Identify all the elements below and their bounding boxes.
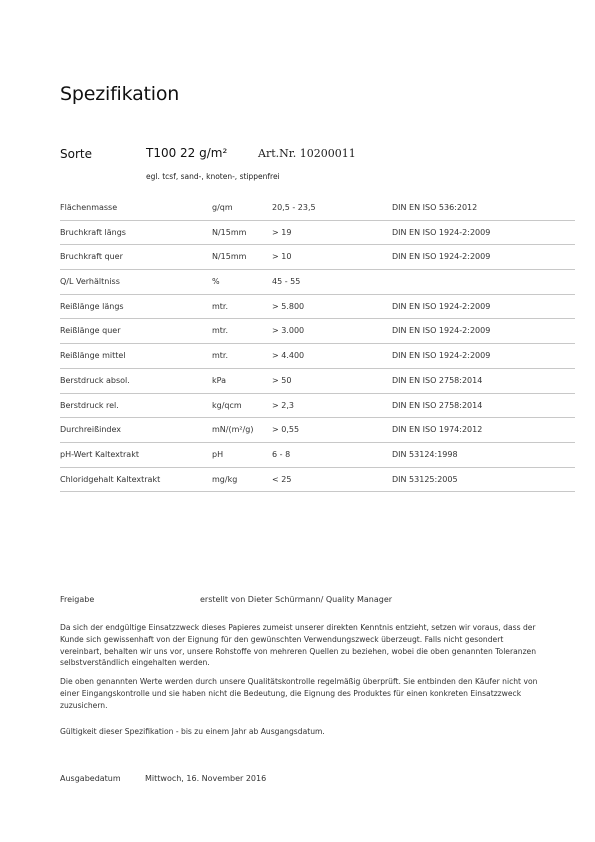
table-row [60, 319, 575, 344]
spec-value: > 50 [272, 375, 292, 385]
spec-unit: mN/(m²/g) [212, 425, 254, 435]
spec-norm: DIN 53125:2005 [392, 474, 458, 484]
quality-control-paragraph: Die oben genannten Werte werden durch unsere Qualitätskontrolle regelmäßig überprüft. Sie entbinden den Käufer nicht von einer Eingangskontrolle und sie haben nicht die Bedeutung, die Eignung des Produktes für einen konkreten Einsatzzweck zuzusichern. [60, 677, 538, 710]
spec-norm: DIN EN ISO 1924-2:2009 [392, 252, 491, 262]
spec-unit: kPa [212, 375, 226, 385]
disclaimer-paragraph: Da sich der endgültige Einsatzzweck dieses Papieres zumeist unserer direkten Kenntnis entzieht, setzen wir voraus, dass der Kunde sich gewissenhaft von der Eignung für den gewünschten Verwendungszweck überzeugt. Falls nicht gesondert vereinbart, behalten wir uns vor, unsere Rohstoffe von mehreren Quellen zu beziehen, wobei die oben genannten Toleranzen selbstverständlich eingehalten werden. [60, 623, 537, 668]
spec-name: Reißlänge mittel [60, 351, 126, 361]
spec-value: 6 - 8 [272, 449, 291, 459]
table-row [60, 221, 575, 246]
table-row [60, 394, 575, 419]
spec-name: Reißlänge quer [60, 326, 121, 336]
spec-unit: mtr. [212, 326, 229, 336]
spec-norm: DIN EN ISO 1924-2:2009 [392, 301, 491, 311]
spec-unit: mtr. [212, 351, 229, 361]
issue-date-label: Ausgabedatum [60, 774, 121, 783]
spec-table [60, 196, 575, 492]
issue-date-value: Mittwoch, 16. November 2016 [145, 774, 267, 783]
freigabe-text: erstellt von Dieter Schürmann/ Quality Manager [200, 595, 393, 604]
spec-value: < 25 [272, 474, 292, 484]
sorte-value: T100 22 g/m² [146, 146, 228, 160]
spec-name: Reißlänge längs [60, 301, 124, 311]
table-row [60, 344, 575, 369]
spec-name: Berstdruck rel. [60, 400, 119, 410]
spec-name: Bruchkraft längs [60, 227, 126, 237]
spec-norm: DIN EN ISO 536:2012 [392, 203, 478, 212]
table-row [60, 196, 575, 221]
freigabe-label: Freigabe [60, 595, 95, 604]
spec-name: Berstdruck absol. [60, 375, 130, 385]
article-number: Art.Nr. 10200011 [258, 147, 356, 160]
table-row [60, 468, 575, 493]
spec-name: Flächenmasse [60, 203, 118, 212]
spec-value: > 10 [272, 252, 292, 262]
validity-paragraph: Gültigkeit dieser Spezifikation - bis zu einem Jahr ab Ausgangsdatum. [60, 727, 325, 736]
table-row [60, 245, 575, 270]
spec-norm: DIN EN ISO 1924-2:2009 [392, 227, 491, 237]
spec-name: pH-Wert Kaltextrakt [60, 449, 139, 459]
spec-unit: N/15mm [212, 227, 247, 237]
table-row [60, 418, 575, 443]
spec-unit: mtr. [212, 301, 229, 311]
spec-name: Durchreißindex [60, 425, 121, 435]
spec-unit: mg/kg [212, 474, 238, 484]
table-row [60, 270, 575, 295]
spec-norm: DIN EN ISO 1924-2:2009 [392, 326, 491, 336]
spec-norm: DIN EN ISO 2758:2014 [392, 400, 483, 410]
sorte-label: Sorte [60, 147, 92, 161]
spec-unit: kg/qcm [212, 400, 242, 410]
spec-name: Bruchkraft quer [60, 252, 123, 262]
spec-value: > 3.000 [272, 326, 305, 336]
spec-name: Q/L Verhältniss [60, 277, 120, 287]
spec-value: > 19 [272, 227, 292, 237]
spec-value: 45 - 55 [272, 277, 301, 287]
table-row [60, 443, 575, 468]
spec-norm: DIN EN ISO 2758:2014 [392, 375, 483, 385]
spec-unit: % [212, 277, 220, 287]
spec-value: 20,5 - 23,5 [272, 203, 316, 212]
table-row [60, 369, 575, 394]
spec-unit: N/15mm [212, 252, 247, 262]
spec-value: > 2,3 [272, 400, 294, 410]
spec-unit: g/qm [212, 203, 233, 212]
spec-norm: DIN 53124:1998 [392, 449, 458, 459]
spec-value: > 4.400 [272, 351, 305, 361]
spec-unit: pH [212, 449, 224, 459]
spec-value: > 0,55 [272, 425, 300, 435]
spec-norm: DIN EN ISO 1974:2012 [392, 425, 483, 435]
page-title: Spezifikation [60, 83, 180, 105]
spec-value: > 5.800 [272, 301, 305, 311]
spec-name: Chloridgehalt Kaltextrakt [60, 474, 161, 484]
spec-norm: DIN EN ISO 1924-2:2009 [392, 351, 491, 361]
table-row [60, 295, 575, 320]
sorte-description: egl. tcsf, sand-, knoten-, stippenfrei [146, 172, 280, 181]
